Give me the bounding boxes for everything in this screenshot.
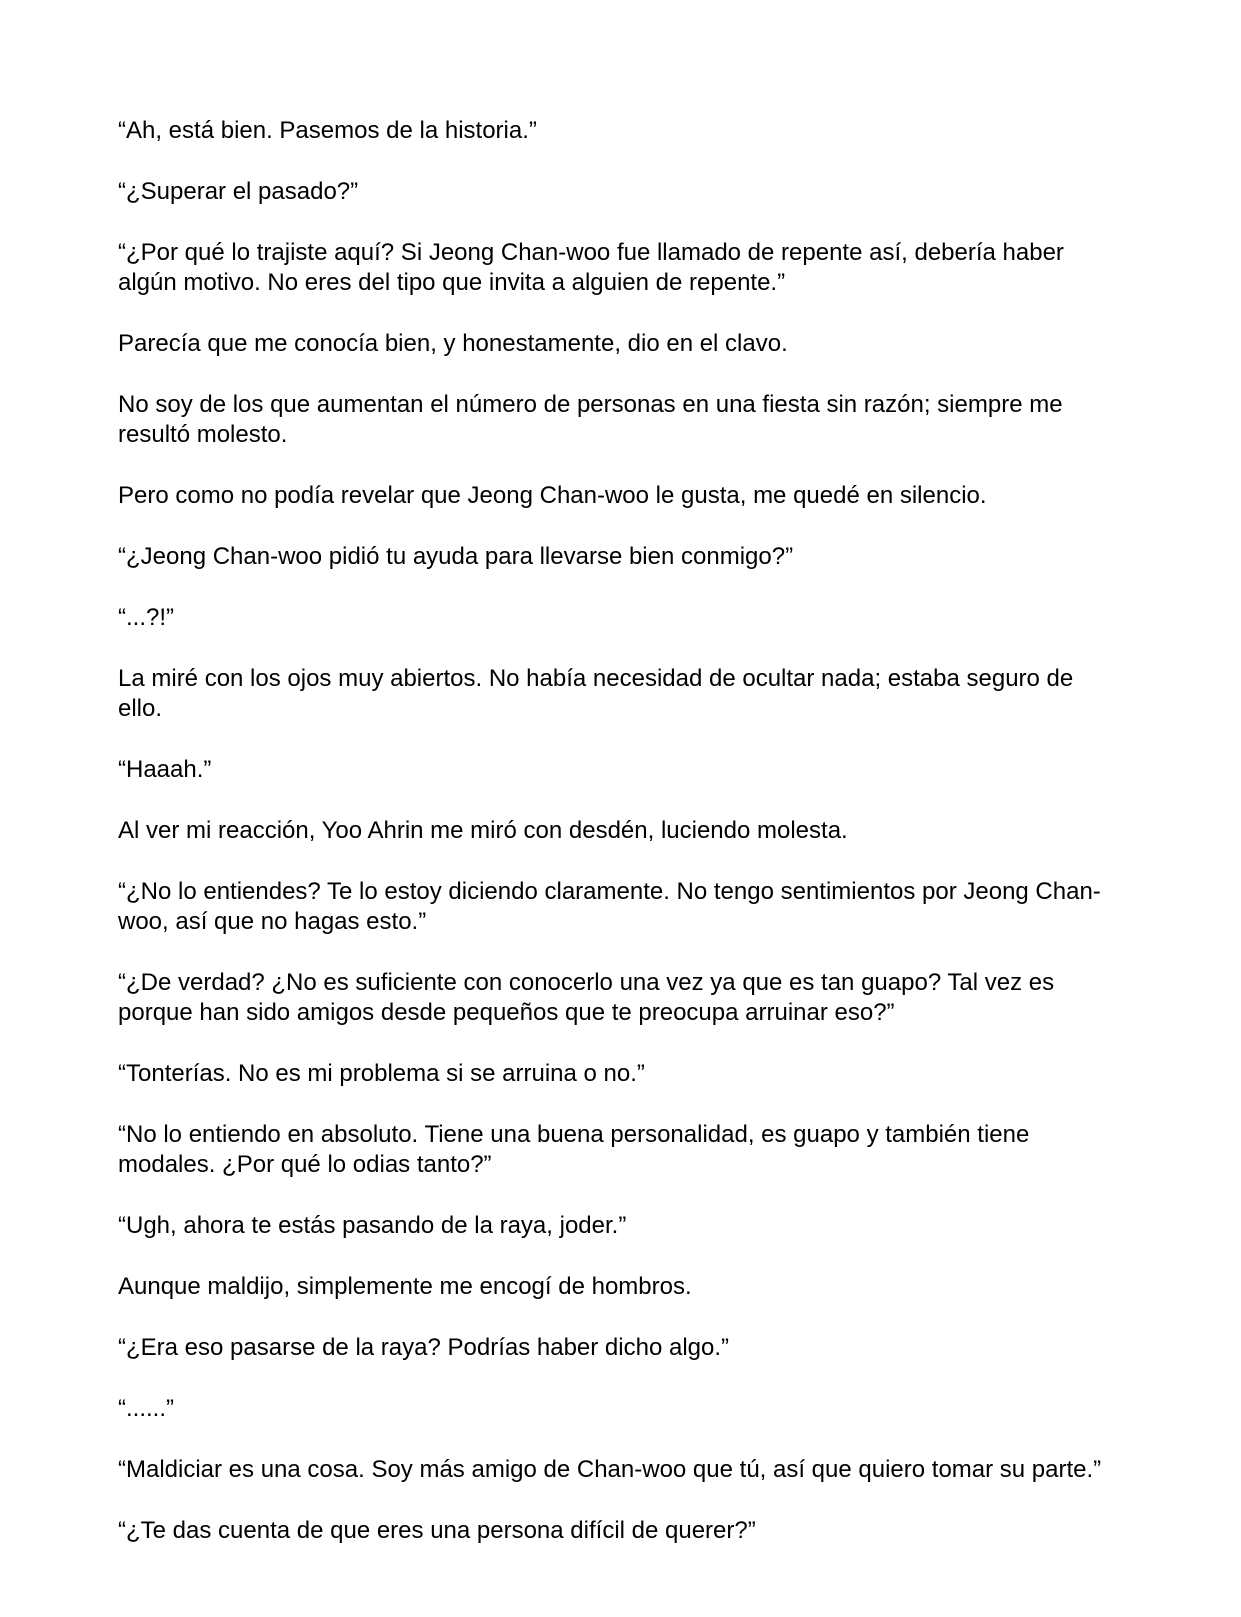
paragraph: “......” [118,1395,174,1422]
paragraph: “Maldiciar es una cosa. Soy más amigo de Chan-woo que tú, así que quiero tomar su parte.” [118,1456,1102,1483]
paragraph: “...?!” [118,604,175,631]
paragraph: Parecía que me conocía bien, y honestamente, dio en el clavo. [118,330,788,357]
paragraph: “Ah, está bien. Pasemos de la historia.” [118,117,537,144]
paragraph: “Tonterías. No es mi problema si se arruina o no.” [118,1060,645,1087]
paragraph: “¿De verdad? ¿No es suficiente con conocerlo una vez ya que es tan guapo? Tal vez es porque han sido amigos desde pequeños que te preocupa arruinar eso?” [118,969,1055,1026]
document-body [118,116,1118,1577]
paragraph: “¿Te das cuenta de que eres una persona difícil de querer?” [118,1517,756,1544]
paragraph: Pero como no podía revelar que Jeong Chan-woo le gusta, me quedé en silencio. [118,482,987,509]
paragraph: Aunque maldijo, simplemente me encogí de hombros. [118,1273,692,1300]
paragraph: Al ver mi reacción, Yoo Ahrin me miró con desdén, luciendo molesta. [118,817,848,844]
paragraph: “Haaah.” [118,756,212,783]
paragraph: “¿Era eso pasarse de la raya? Podrías haber dicho algo.” [118,1334,730,1361]
paragraph: “No lo entiendo en absoluto. Tiene una buena personalidad, es guapo y también tiene modales. ¿Por qué lo odias tanto?” [118,1121,1030,1178]
paragraph: “Ugh, ahora te estás pasando de la raya, joder.” [118,1212,627,1239]
paragraph: “¿Superar el pasado?” [118,178,359,205]
paragraph: “¿Por qué lo trajiste aquí? Si Jeong Chan-woo fue llamado de repente así, debería haber algún motivo. No eres del tipo que invita a alguien de repente.” [118,239,1064,296]
paragraph: “¿No lo entiendes? Te lo estoy diciendo claramente. No tengo sentimientos por Jeong Chan-woo, así que no hagas esto.” [118,878,1101,935]
paragraph: “¿Jeong Chan-woo pidió tu ayuda para llevarse bien conmigo?” [118,543,794,570]
paragraph: No soy de los que aumentan el número de personas en una fiesta sin razón; siempre me resultó molesto. [118,391,1063,448]
paragraph: La miré con los ojos muy abiertos. No había necesidad de ocultar nada; estaba seguro de ello. [118,665,1074,722]
